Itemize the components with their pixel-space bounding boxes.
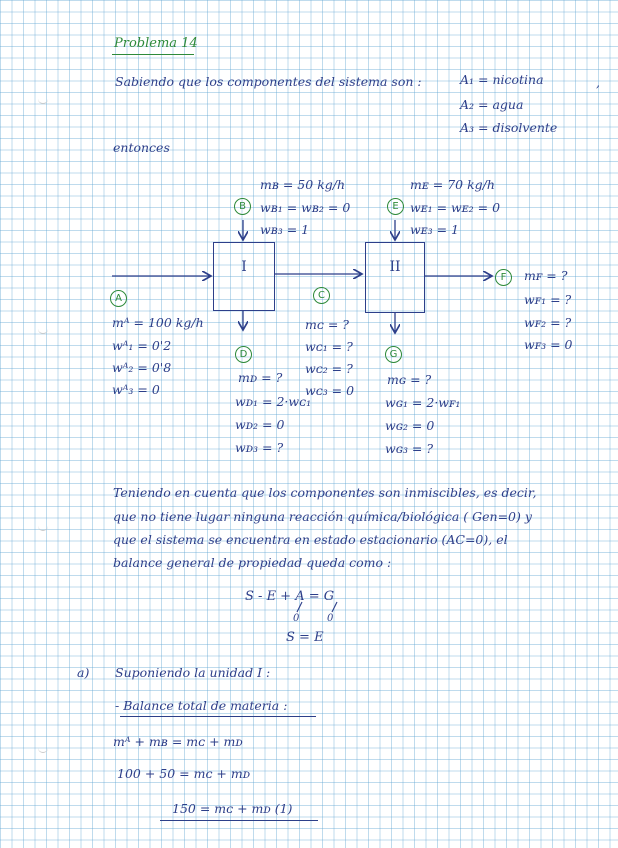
stream-a-line-4: wᴬ₃ = 0	[112, 382, 160, 397]
paragraph-line-1: Teniendo en cuenta que los componentes son inmiscibles, es decir,	[113, 485, 537, 500]
stream-a-line-1: mᴬ = 100 kg/h	[112, 315, 204, 330]
balance-result: S = E	[286, 630, 324, 645]
stream-d-line-1: mᴅ = ?	[238, 370, 283, 385]
mass-balance-underline	[120, 716, 316, 717]
stream-c-line-4: wᴄ₃ = 0	[305, 383, 355, 398]
intro-text: Sabiendo que los componentes del sistema son :	[115, 74, 422, 89]
stream-e-circle: E	[387, 198, 404, 215]
unit-2-label: II	[389, 259, 401, 275]
balance-equation: S - E + A = G	[245, 589, 335, 604]
stream-f-line-2: wꜰ₁ = ?	[524, 292, 572, 307]
part-a-text: Suponiendo la unidad I :	[115, 665, 271, 680]
stream-a-line-2: wᴬ₁ = 0'2	[112, 338, 172, 353]
component-2: A₂ = agua	[460, 97, 524, 112]
stream-c-line-2: wᴄ₁ = ?	[305, 339, 353, 354]
stream-f-line-1: mꜰ = ?	[524, 268, 568, 283]
stream-a-circle: A	[110, 290, 127, 307]
stream-f-line-4: wꜰ₃ = 0	[524, 337, 573, 352]
stream-f-circle: F	[495, 269, 512, 286]
stream-g-circle: G	[385, 346, 402, 363]
part-a-label: a)	[77, 665, 90, 680]
intro-comma: ,	[596, 75, 600, 90]
unit-1-label: I	[241, 259, 247, 275]
paragraph-line-2: que no tiene lugar ninguna reacción química/biológica ( Gen=0) y	[113, 509, 532, 524]
stream-c-line-1: mᴄ = ?	[305, 317, 349, 332]
stream-g-line-4: wɢ₃ = ?	[385, 441, 434, 456]
stream-e-line-3: wᴇ₃ = 1	[410, 222, 459, 237]
stream-f-line-3: wꜰ₂ = ?	[524, 315, 572, 330]
balance-zero-generation: 0	[327, 613, 334, 624]
stream-b-line-1: mʙ = 50 kg/h	[260, 177, 346, 192]
stream-b-line-2: wʙ₁ = wʙ₂ = 0	[260, 200, 351, 215]
stream-c-circle: C	[313, 287, 330, 304]
stream-d-line-2: wᴅ₁ = 2·wᴄ₁	[235, 394, 312, 409]
stream-e-line-1: mᴇ = 70 kg/h	[410, 177, 495, 192]
component-1: A₁ = nicotina	[460, 72, 544, 87]
mass-balance-heading: - Balance total de materia :	[115, 698, 288, 713]
stream-a-line-3: wᴬ₂ = 0'8	[112, 360, 172, 375]
stream-g-line-1: mɢ = ?	[387, 372, 432, 387]
paragraph-line-3: que el sistema se encuentra en estado estacionario (AC=0), el	[113, 532, 508, 547]
stream-c-line-3: wᴄ₂ = ?	[305, 361, 353, 376]
mass-balance-equation-2: 100 + 50 = mᴄ + mᴅ	[117, 766, 251, 781]
balance-zero-accumulation: 0	[293, 613, 300, 624]
stream-d-line-4: wᴅ₃ = ?	[235, 440, 284, 455]
stream-d-line-3: wᴅ₂ = 0	[235, 417, 285, 432]
stream-b-line-3: wʙ₃ = 1	[260, 222, 310, 237]
stream-g-line-2: wɢ₁ = 2·wꜰ₁	[385, 395, 461, 410]
then-text: entonces	[113, 140, 170, 155]
stream-d-circle: D	[235, 346, 252, 363]
stream-e-line-2: wᴇ₁ = wᴇ₂ = 0	[410, 200, 501, 215]
mass-balance-equation-1: mᴬ + mʙ = mᴄ + mᴅ	[113, 734, 243, 749]
mass-balance-equation-3: 150 = mᴄ + mᴅ (1)	[172, 801, 293, 816]
page-title: Problema 14	[114, 36, 198, 51]
equation-1-underline	[160, 820, 318, 821]
component-3: A₃ = disolvente	[460, 120, 558, 135]
paragraph-line-4: balance general de propiedad queda como :	[113, 555, 392, 570]
stream-b-circle: B	[234, 198, 251, 215]
stream-g-line-3: wɢ₂ = 0	[385, 418, 435, 433]
